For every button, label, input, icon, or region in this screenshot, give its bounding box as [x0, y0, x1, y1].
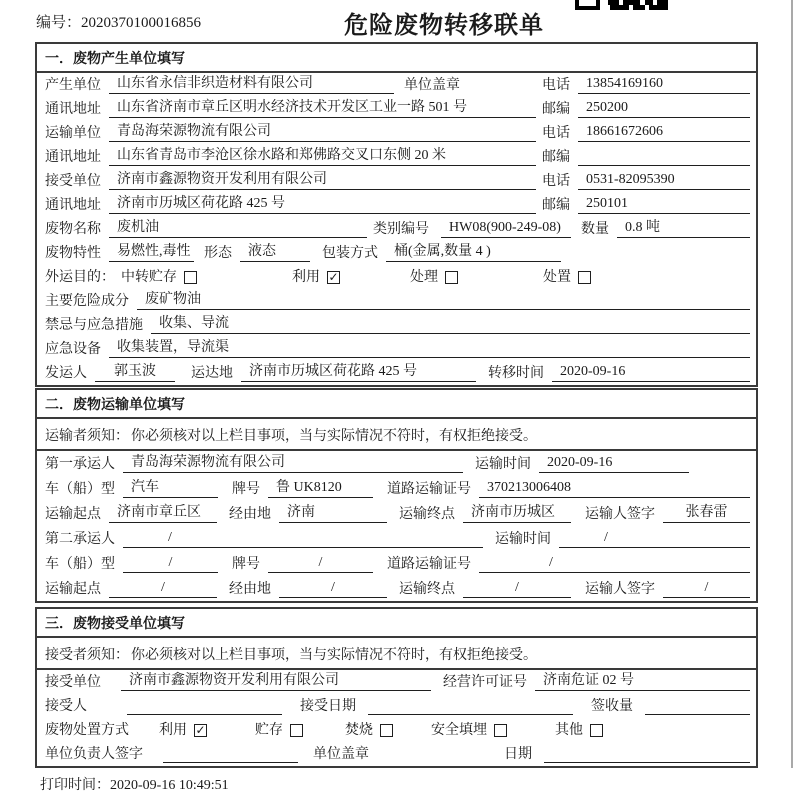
waste-form-label: 形态	[204, 245, 232, 261]
first-carrier-value: 青岛海荣源物流有限公司	[123, 455, 463, 473]
origin-1-value: 济南市章丘区	[109, 505, 217, 523]
receiving-unit-value: 济南市鑫源物资开发利用有限公司	[121, 673, 431, 691]
section-transporter-header: 二．废物运输单位填写	[37, 390, 756, 419]
transfer-date-value: 2020-09-16	[552, 364, 750, 382]
received-quantity-label: 签收量	[591, 698, 633, 714]
transporter-notice-label: 运输者须知：	[45, 429, 129, 444]
vehicle-type-2-label: 车（船）型	[45, 556, 115, 572]
first-carrier-label: 第一承运人	[45, 456, 115, 472]
second-carrier-label: 第二承运人	[45, 531, 115, 547]
form-row	[37, 694, 756, 718]
transporter-notice	[37, 419, 756, 451]
waste-characteristics-value: 易燃性,毒性	[109, 244, 194, 262]
disposal-option-utilize	[159, 723, 207, 739]
terminus-1-value: 济南市历城区	[463, 505, 571, 523]
carrier-signature-2-label: 运输人签字	[585, 581, 655, 597]
sign-date-label: 日期	[504, 746, 532, 762]
form-row	[37, 576, 756, 601]
via-1-value: 济南	[279, 505, 387, 523]
checkbox-treat-icon	[445, 271, 458, 284]
transporter-address-value: 山东省青岛市李沧区徐水路和郑佛路交叉口东侧 20 米	[109, 148, 536, 166]
received-quantity-value	[645, 713, 750, 715]
disposal-option-storage	[255, 723, 303, 739]
producer-phone-value: 13854169160	[578, 76, 750, 94]
receiving-unit-label: 接受单位	[45, 674, 101, 690]
waste-characteristics-label: 废物特性	[45, 245, 101, 261]
form-row	[37, 476, 756, 501]
transporter-notice-text: 你必须核对以上栏目事项，当与实际情况不符时，有权拒绝接受。	[131, 429, 537, 444]
receiver-unit-label: 接受单位	[45, 173, 101, 189]
form-content	[35, 42, 758, 768]
receiver-phone-value: 0531-82095390	[578, 172, 750, 190]
producer-address-label: 通讯地址	[45, 101, 101, 117]
receiver-person-value	[127, 713, 282, 715]
disposal-incinerate-label: 焚烧	[345, 722, 373, 738]
contraindication-measures-label: 禁忌与应急措施	[45, 317, 143, 333]
disposal-landfill-label: 安全填埋	[431, 722, 487, 738]
disposal-option-landfill	[431, 723, 507, 739]
plate-number-2-value: /	[268, 555, 373, 573]
responsible-signature-value	[163, 761, 298, 763]
purpose-treat-label: 处理	[410, 269, 438, 285]
section-producer-header: 一．废物产生单位填写	[37, 44, 756, 73]
transfer-date-label: 转移时间	[488, 365, 544, 381]
road-permit-1-label: 道路运输证号	[387, 481, 471, 497]
form-row	[37, 217, 756, 241]
vehicle-type-2-value: /	[123, 555, 218, 573]
receiver-notice-text: 你必须核对以上栏目事项，当与实际情况不符时，有权拒绝接受。	[131, 648, 537, 663]
transporter-unit-label: 运输单位	[45, 125, 101, 141]
form-row	[37, 451, 756, 476]
plate-number-2-label: 牌号	[232, 556, 260, 572]
receiver-postcode-value: 250101	[578, 196, 750, 214]
transporter-postcode-label: 邮编	[542, 149, 570, 165]
transport-date-2-value: /	[559, 530, 750, 548]
waste-quantity-value: 0.8 吨	[617, 220, 750, 238]
producer-seal-label: 单位盖章	[404, 77, 460, 93]
via-1-label: 经由地	[229, 506, 271, 522]
emergency-equipment-label: 应急设备	[45, 341, 101, 357]
destination-value: 济南市历城区荷花路 425 号	[241, 364, 476, 382]
unit-seal-label: 单位盖章	[313, 746, 369, 762]
form-row	[37, 670, 756, 694]
form-row	[37, 289, 756, 313]
packing-method-value: 桶(金属,数量 4 )	[386, 244, 561, 262]
checkbox-disposal-landfill-icon	[494, 724, 507, 737]
checkbox-disposal-other-icon	[590, 724, 603, 737]
print-time	[40, 774, 796, 794]
disposal-option-other	[555, 723, 603, 739]
origin-2-label: 运输起点	[45, 581, 101, 597]
terminus-1-label: 运输终点	[399, 506, 455, 522]
form-row	[37, 97, 756, 121]
road-permit-2-label: 道路运输证号	[387, 556, 471, 572]
serial-number-label: 编号：	[36, 15, 82, 31]
producer-postcode-value: 250200	[578, 100, 750, 118]
page-title: 危险废物转移联单	[344, 13, 544, 39]
receive-date-value	[368, 713, 573, 715]
form-row	[37, 361, 756, 385]
receiver-address-label: 通讯地址	[45, 197, 101, 213]
form-row	[37, 337, 756, 361]
waste-category-code-value: HW08(900-249-08)	[441, 220, 571, 238]
carrier-signature-1-value: 张春雷	[663, 505, 750, 523]
waste-quantity-label: 数量	[581, 221, 609, 237]
transport-date-2-label: 运输时间	[495, 531, 551, 547]
second-carrier-value: /	[123, 530, 483, 548]
destination-label: 运达地	[191, 365, 233, 381]
checkbox-disposal-storage-icon	[290, 724, 303, 737]
purpose-utilize-label: 利用	[292, 269, 320, 285]
producer-unit-label: 产生单位	[45, 77, 101, 93]
form-row	[37, 313, 756, 337]
qr-code-icon	[575, 0, 668, 10]
checkbox-disposal-incinerate-icon	[380, 724, 393, 737]
form-row	[37, 169, 756, 193]
transporter-address-label: 通讯地址	[45, 149, 101, 165]
receiver-address-value: 济南市历城区荷花路 425 号	[109, 196, 536, 214]
document-header	[0, 0, 796, 42]
purpose-option-dispose	[543, 270, 591, 286]
checkbox-disposal-utilize-checked-icon: ✓	[195, 723, 206, 738]
main-hazard-component-label: 主要危险成分	[45, 293, 129, 309]
disposal-utilize-label: 利用	[159, 722, 187, 738]
receiver-notice-label: 接受者须知：	[45, 648, 129, 663]
consignor-label: 发运人	[45, 365, 87, 381]
form-row	[37, 121, 756, 145]
receiver-unit-value: 济南市鑫源物资开发利用有限公司	[109, 172, 536, 190]
waste-category-code-label: 类别编号	[373, 221, 429, 237]
form-row	[37, 145, 756, 169]
vehicle-type-1-label: 车（船）型	[45, 481, 115, 497]
transport-date-1-label: 运输时间	[475, 456, 531, 472]
receiver-phone-label: 电话	[542, 173, 570, 189]
origin-1-label: 运输起点	[45, 506, 101, 522]
purpose-dispose-label: 处置	[543, 269, 571, 285]
disposal-option-incinerate	[345, 723, 393, 739]
consignor-value: 郭玉波	[95, 364, 175, 382]
contraindication-measures-value: 收集、导流	[151, 316, 750, 334]
transfer-purpose-label: 外运目的：	[45, 269, 115, 285]
form-row	[37, 526, 756, 551]
section-transporter	[35, 388, 758, 603]
purpose-option-transit-storage	[121, 270, 197, 286]
transport-date-1-value: 2020-09-16	[539, 455, 689, 473]
disposal-storage-label: 贮存	[255, 722, 283, 738]
waste-name-value: 废机油	[109, 220, 367, 238]
waste-name-label: 废物名称	[45, 221, 101, 237]
terminus-2-label: 运输终点	[399, 581, 455, 597]
receive-date-label: 接受日期	[300, 698, 356, 714]
plate-number-1-label: 牌号	[232, 481, 260, 497]
license-number-value: 济南危证 02 号	[535, 673, 750, 691]
terminus-2-value: /	[463, 580, 571, 598]
receiver-postcode-label: 邮编	[542, 197, 570, 213]
checkbox-dispose-icon	[578, 271, 591, 284]
form-row	[37, 241, 756, 265]
producer-address-value: 山东省济南市章丘区明水经济技术开发区工业一路 501 号	[109, 100, 536, 118]
form-row	[37, 265, 756, 289]
road-permit-1-value: 370213006408	[479, 480, 750, 498]
sign-date-value	[544, 761, 750, 763]
page-edge-line	[791, 0, 793, 768]
print-time-label: 打印时间：	[40, 778, 110, 793]
transporter-unit-value: 青岛海荣源物流有限公司	[109, 124, 536, 142]
form-row	[37, 73, 756, 97]
via-2-value: /	[279, 580, 387, 598]
main-hazard-component-value: 废矿物油	[137, 292, 750, 310]
form-row	[37, 501, 756, 526]
purpose-option-treat	[410, 270, 458, 286]
form-row	[37, 193, 756, 217]
disposal-other-label: 其他	[555, 722, 583, 738]
responsible-signature-label: 单位负责人签字	[45, 746, 143, 762]
transporter-phone-value: 18661672606	[578, 124, 750, 142]
waste-form-value: 液态	[240, 244, 310, 262]
road-permit-2-value: /	[479, 555, 750, 573]
carrier-signature-1-label: 运输人签字	[585, 506, 655, 522]
disposal-method-label: 废物处置方式	[45, 722, 129, 738]
serial-number-value: 2020370100016856	[81, 15, 202, 31]
section-receiver-header: 三．废物接受单位填写	[37, 609, 756, 638]
via-2-label: 经由地	[229, 581, 271, 597]
origin-2-value: /	[109, 580, 217, 598]
form-row	[37, 742, 756, 766]
section-receiver	[35, 607, 758, 768]
plate-number-1-value: 鲁 UK8120	[268, 480, 373, 498]
transporter-phone-label: 电话	[542, 125, 570, 141]
receiver-person-label: 接受人	[45, 698, 87, 714]
emergency-equipment-value: 收集装置，导流渠	[109, 340, 750, 358]
vehicle-type-1-value: 汽车	[123, 480, 218, 498]
transporter-postcode-value	[578, 164, 750, 166]
packing-method-label: 包装方式	[322, 245, 378, 261]
checkbox-transit-storage-icon	[184, 271, 197, 284]
purpose-option-utilize	[292, 270, 340, 286]
print-time-value: 2020-09-16 10:49:51	[110, 778, 229, 793]
producer-phone-label: 电话	[542, 77, 570, 93]
license-number-label: 经营许可证号	[443, 674, 527, 690]
receiver-notice	[37, 638, 756, 670]
producer-unit-value: 山东省永信非织造材料有限公司	[109, 76, 394, 94]
carrier-signature-2-value: /	[663, 580, 750, 598]
form-row	[37, 718, 756, 742]
checkbox-utilize-checked-icon: ✓	[328, 270, 339, 285]
purpose-transit-storage-label: 中转贮存	[121, 269, 177, 285]
section-producer	[35, 42, 758, 387]
form-row	[37, 551, 756, 576]
producer-postcode-label: 邮编	[542, 101, 570, 117]
